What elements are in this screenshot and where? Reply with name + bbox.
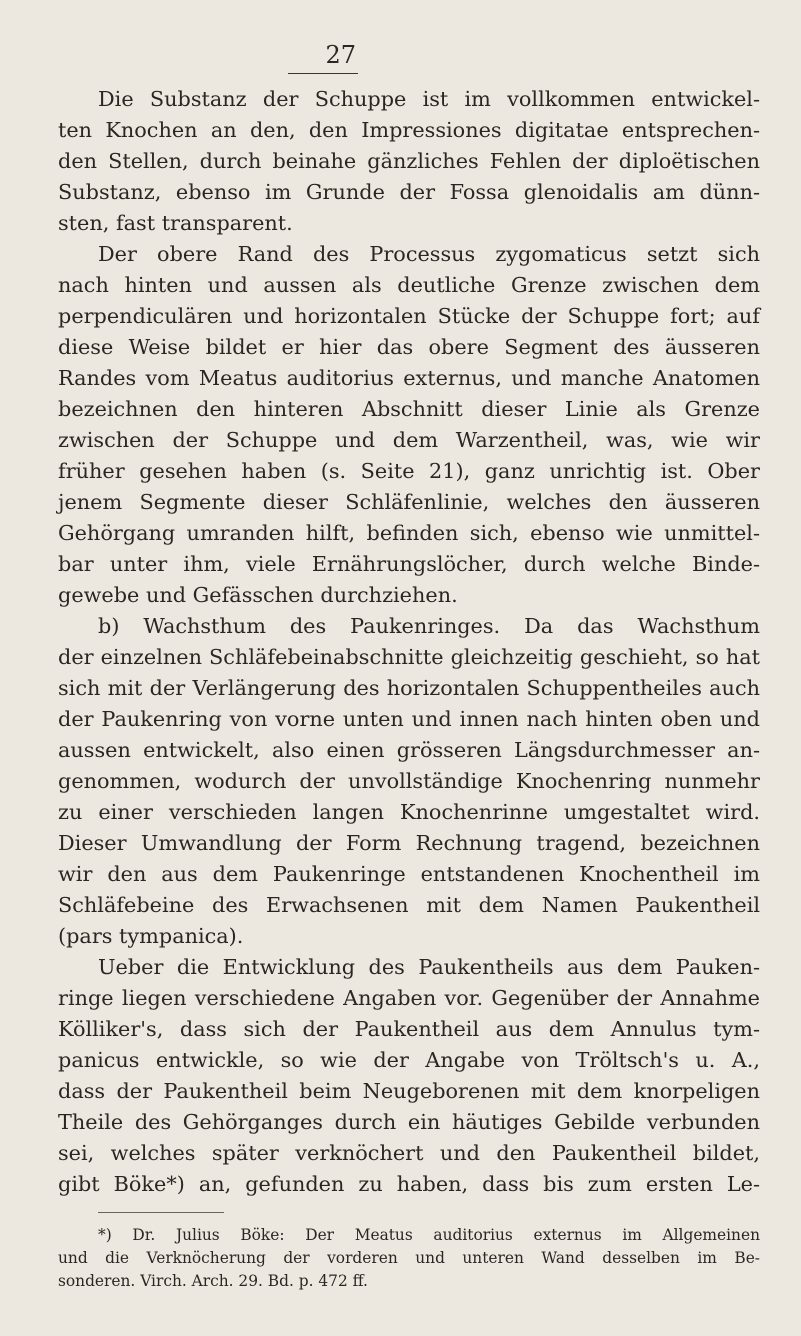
- text-line: Der obere Rand des Processus zygomaticus setzt sich: [98, 242, 760, 266]
- text-line: dass der Paukentheil beim Neugeborenen mit dem knorpeligen: [58, 1079, 760, 1103]
- text-line: Theile des Gehörganges durch ein häutiges Gebilde verbunden: [58, 1110, 760, 1134]
- text-line: ten Knochen an den, den Impressiones digitatae entsprechen-: [58, 118, 760, 142]
- text-line: nach hinten und aussen als deutliche Grenze zwischen dem: [58, 273, 760, 297]
- footnote-line: sonderen. Virch. Arch. 29. Bd. p. 472 ff.: [58, 1272, 368, 1290]
- footnote-line: und die Verknöcherung der vorderen und unteren Wand desselben im Be-: [58, 1249, 760, 1267]
- text-line: sei, welches später verknöchert und den Paukentheil bildet,: [58, 1141, 760, 1165]
- text-line: Die Substanz der Schuppe ist im vollkommen entwickel-: [98, 87, 760, 111]
- text-line: perpendiculären und horizontalen Stücke der Schuppe fort; auf: [58, 304, 760, 328]
- text-line: Schläfebeine des Erwachsenen mit dem Namen Paukentheil: [58, 893, 760, 917]
- text-line: diese Weise bildet er hier das obere Segment des äusseren: [58, 335, 760, 359]
- text-line: zwischen der Schuppe und dem Warzentheil, was, wie wir: [58, 428, 760, 452]
- header-rule: [288, 73, 358, 74]
- text-line: gewebe und Gefässchen durchziehen.: [58, 583, 458, 607]
- footnote-rule: [98, 1212, 224, 1213]
- text-line: den Stellen, durch beinahe gänzliches Fehlen der diploëtischen: [58, 149, 760, 173]
- text-line: Substanz, ebenso im Grunde der Fossa glenoidalis am dünn-: [58, 180, 760, 204]
- text-line: sten, fast transparent.: [58, 211, 293, 235]
- footnote-line: *) Dr. Julius Böke: Der Meatus auditorius externus im Allgemeinen: [98, 1226, 760, 1244]
- text-line: der Paukenring von vorne unten und innen nach hinten oben und: [58, 707, 760, 731]
- text-line: Gehörgang umranden hilft, befinden sich, ebenso wie unmittel-: [58, 521, 760, 545]
- text-line: gibt Böke*) an, gefunden zu haben, dass bis zum ersten Le-: [58, 1172, 760, 1196]
- text-line: Dieser Umwandlung der Form Rechnung tragend, bezeichnen: [58, 831, 760, 855]
- text-line: panicus entwickle, so wie der Angabe von Tröltsch's u. A.,: [58, 1048, 760, 1072]
- text-line: (pars tympanica).: [58, 924, 244, 948]
- text-line: zu einer verschieden langen Knochenrinne umgestaltet wird.: [58, 800, 760, 824]
- text-line: Randes vom Meatus auditorius externus, und manche Anatomen: [58, 366, 760, 390]
- section-heading-line: b) Wachsthum des Paukenringes. Da das Wachsthum: [98, 614, 760, 638]
- text-line: ringe liegen verschiedene Angaben vor. Gegenüber der Annahme: [58, 986, 760, 1010]
- text-line: wir den aus dem Paukenringe entstandenen Knochentheil im: [58, 862, 760, 886]
- text-line: Ueber die Entwicklung des Paukentheils aus dem Pauken-: [98, 955, 760, 979]
- text-line: bezeichnen den hinteren Abschnitt dieser Linie als Grenze: [58, 397, 760, 421]
- text-line: aussen entwickelt, also einen grösseren Längsdurchmesser an-: [58, 738, 760, 762]
- text-line: genommen, wodurch der unvollständige Knochenring nunmehr: [58, 769, 760, 793]
- text-line: sich mit der Verlängerung des horizontalen Schuppentheiles auch: [58, 676, 760, 700]
- text-line: bar unter ihm, viele Ernährungslöcher, durch welche Binde-: [58, 552, 760, 576]
- text-line: jenem Segmente dieser Schläfenlinie, welches den äusseren: [58, 490, 760, 514]
- text-line: früher gesehen haben (s. Seite 21), ganz unrichtig ist. Ober: [58, 459, 760, 483]
- text-line: Kölliker's, dass sich der Paukentheil aus dem Annulus tym-: [58, 1017, 760, 1041]
- page-number: 27: [325, 41, 356, 69]
- text-line: der einzelnen Schläfebeinabschnitte gleichzeitig geschieht, so hat: [58, 645, 760, 669]
